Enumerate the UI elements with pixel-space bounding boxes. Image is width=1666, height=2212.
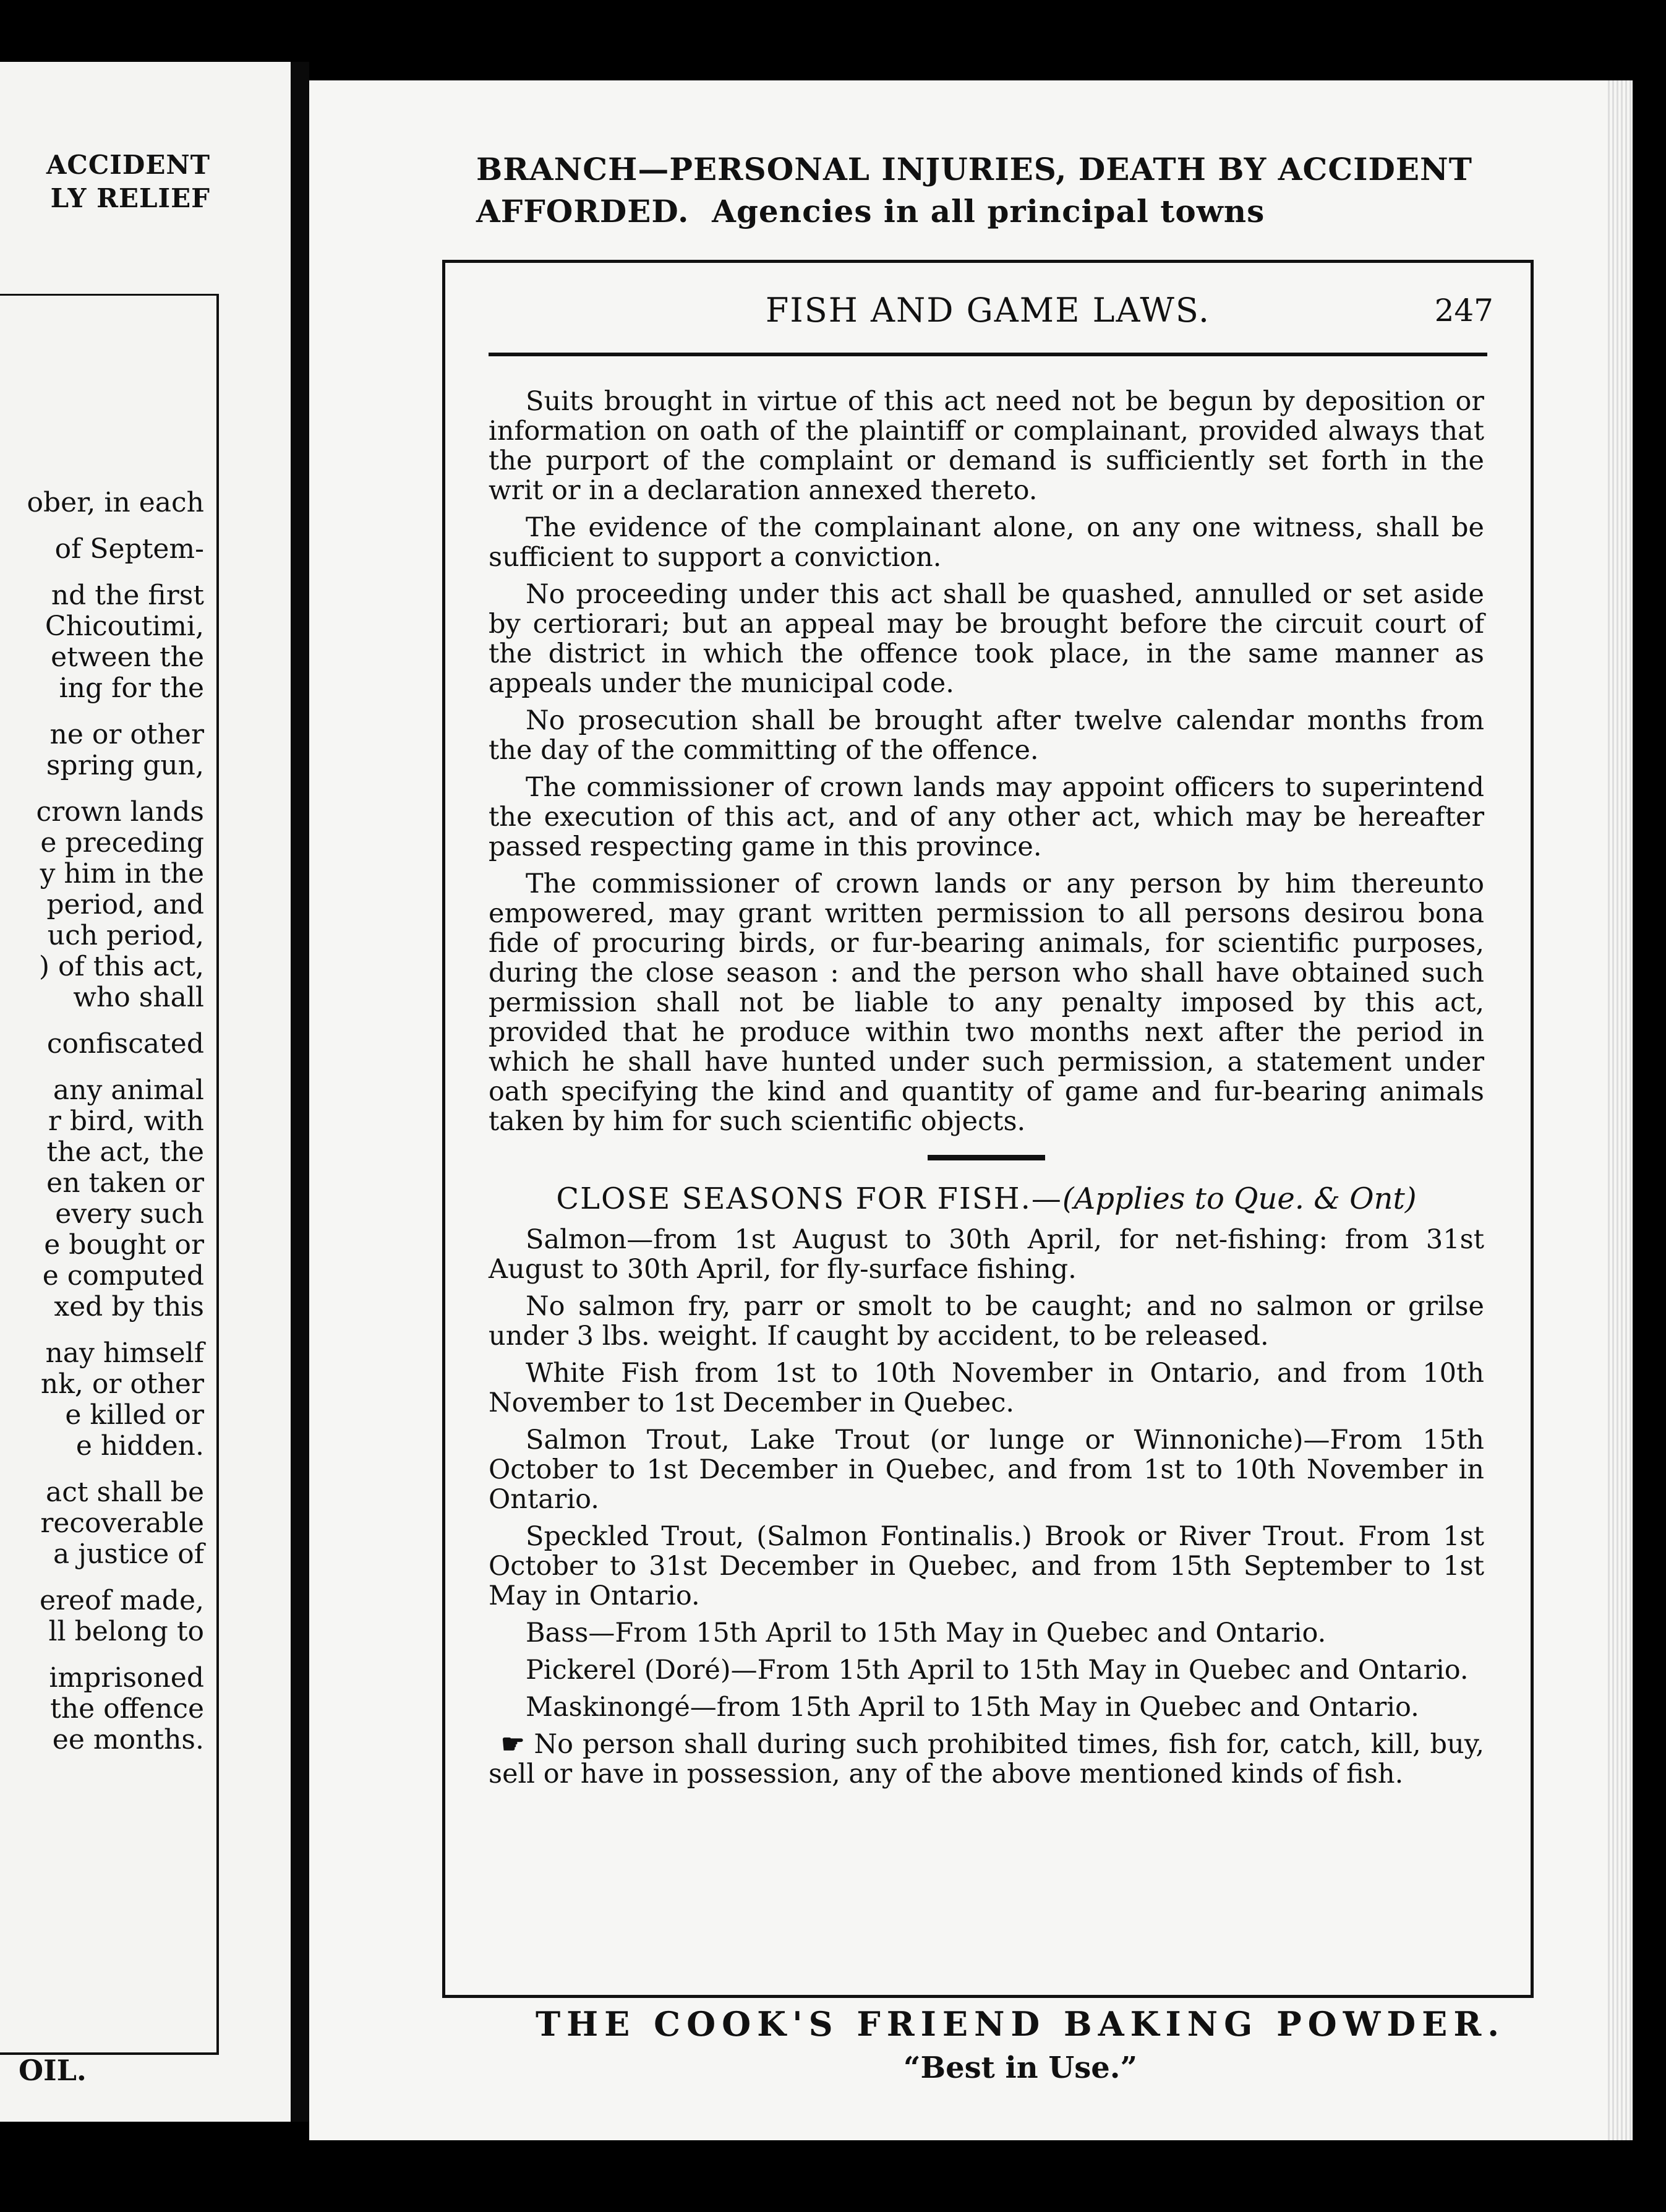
left-page-line: e hidden. (75, 1430, 204, 1462)
paragraph: No proceeding under this act shall be quashed, annulled or set aside by certiorari; but an appeal may be brought before the circuit court of the district in which the offence took place, in the same manner as appeals under the municipal code. (489, 579, 1484, 699)
left-page-line: any animal (53, 1074, 204, 1106)
fish-paragraph: Salmon Trout, Lake Trout (or lunge or Winnoniche)—From 15th October to 1st December in Quebec, and from 1st to 10th November in Ontario. (489, 1425, 1484, 1515)
insurance-header-line-1: BRANCH—PERSONAL INJURIES, DEATH BY ACCIDENT (476, 151, 1472, 187)
left-page-line: r bird, with (48, 1105, 204, 1137)
paragraph: The commissioner of crown lands or any person by him thereunto empowered, may grant written permission to all persons desirou bona fide of procuring birds, or fur-bearing animals, for scientific purposes, during the close season : and the person who shall have obtained such permission shall not be liable to any penalty imposed by this act, provided that he produce within two months next after the period in which he shall have hunted under such permission, a statement under oath specifying the kind and quantity of game and fur-bearing animals taken by him for such scientific objects. (489, 868, 1484, 1137)
fish-paragraph: Maskinongé—from 15th April to 15th May in Quebec and Ontario. (526, 1692, 1419, 1723)
left-page-line: act shall be (45, 1477, 204, 1508)
left-page-line: ober, in each (27, 487, 204, 518)
section-divider (928, 1155, 1045, 1160)
fish-paragraph: Bass—From 15th April to 15th May in Quebec and Ontario. (526, 1618, 1326, 1648)
left-page-line: recoverable (40, 1507, 204, 1539)
content-box (442, 260, 1534, 1998)
bottom-advert-tagline: “Best in Use.” (903, 2051, 1138, 2085)
left-page-line: Chicoutimi, (45, 611, 204, 642)
section-title (489, 1181, 1484, 1216)
left-page-line: ll belong to (48, 1616, 204, 1647)
right-page (309, 80, 1633, 2140)
left-page-line: who shall (73, 982, 204, 1013)
left-page-line: confiscated (46, 1028, 204, 1060)
left-page-line: every such (55, 1198, 204, 1230)
left-footer: OIL. (19, 2054, 87, 2087)
left-header-line-1: ACCIDENT (46, 150, 210, 180)
left-page-line: e killed or (65, 1399, 204, 1431)
left-page-line: ee months. (52, 1724, 204, 1755)
left-page-line: e computed (42, 1260, 204, 1292)
left-header-line-2: LY RELIEF (50, 183, 210, 213)
final-note-text: No person shall during such prohibited times, fish for, catch, kill, buy, sell or have in possession, any of the above mentioned kinds of fish. (489, 1729, 1484, 1790)
final-note (489, 1730, 1484, 1789)
left-page-line: en taken or (46, 1167, 204, 1199)
pointing-hand-icon: ☛ (501, 1729, 525, 1760)
left-page-line: period, and (46, 889, 204, 920)
paragraph: The evidence of the complainant alone, on any one witness, shall be sufficient to support a conviction. (489, 512, 1484, 573)
fish-paragraph: Speckled Trout, (Salmon Fontinalis.) Brook or River Trout. From 1st October to 31st December in Quebec, and from 15th September to 1st May in Ontario. (489, 1521, 1484, 1611)
fish-paragraph: Pickerel (Doré)—From 15th April to 15th May in Quebec and Ontario. (526, 1655, 1469, 1686)
left-text-box (0, 294, 219, 2055)
paragraph: Suits brought in virtue of this act need not be begun by deposition or information on oath of the plaintiff or complainant, provided always that the purport of the complaint or demand is sufficiently set forth in the writ or in a declaration annexed thereto. (489, 386, 1484, 506)
left-page-line: ereof made, (39, 1585, 204, 1616)
left-page-line: y him in the (40, 858, 204, 890)
left-header (0, 148, 210, 215)
left-page-line: ) of this act, (38, 951, 204, 982)
left-page-line: ne or other (49, 719, 204, 750)
left-page-line: the act, the (46, 1136, 204, 1168)
left-facing-page (0, 62, 291, 2122)
fish-paragraph: Salmon—from 1st August to 30th April, for net-fishing: from 31st August to 30th April, for fly-surface fishing. (489, 1224, 1484, 1285)
left-page-line: e preceding (40, 827, 204, 859)
section-title-note: (Applies to Que. & Ont) (1062, 1181, 1417, 1216)
left-page-line: nd the first (51, 580, 204, 611)
left-page-line: nay himself (45, 1337, 204, 1369)
head-rule (489, 353, 1487, 356)
page-edge (1608, 80, 1633, 2140)
fish-paragraph: White Fish from 1st to 10th November in Ontario, and from 10th November to 1st December in Quebec. (489, 1358, 1484, 1418)
body-text (489, 387, 1484, 1796)
book-spine (291, 62, 309, 2122)
section-title-text: CLOSE SEASONS FOR FISH.— (556, 1181, 1062, 1216)
insurance-header-line-2: AFFORDED. Agencies in all principal towns (476, 193, 1265, 229)
left-page-line: spring gun, (46, 750, 204, 781)
left-page-line: ing for the (59, 672, 204, 704)
running-head: FISH AND GAME LAWS. (765, 291, 1211, 330)
left-page-line: nk, or other (40, 1368, 204, 1400)
page-number: 247 (1434, 293, 1493, 328)
left-page-line: e bought or (44, 1229, 204, 1261)
bottom-advert: THE COOK'S FRIEND BAKING POWDER. (535, 2004, 1506, 2044)
left-page-line: a justice of (53, 1538, 204, 1570)
left-page-line: the offence (50, 1693, 204, 1725)
insurance-header (476, 148, 1608, 233)
fish-paragraph: No salmon fry, parr or smolt to be caught; and no salmon or grilse under 3 lbs. weight. If caught by accident, to be released. (489, 1291, 1484, 1352)
left-page-line: of Septem- (54, 533, 204, 565)
left-page-line: xed by this (54, 1291, 204, 1322)
paragraph: No prosecution shall be brought after twelve calendar months from the day of the committing of the offence. (489, 705, 1484, 766)
paragraph: The commissioner of crown lands may appoint officers to superintend the execution of this act, and of any other act, which may be hereafter passed respecting game in this province. (489, 772, 1484, 862)
left-page-line: uch period, (47, 920, 204, 951)
left-page-line: etween the (51, 641, 204, 673)
left-page-line: crown lands (36, 796, 204, 828)
left-page-line: imprisoned (49, 1662, 204, 1694)
